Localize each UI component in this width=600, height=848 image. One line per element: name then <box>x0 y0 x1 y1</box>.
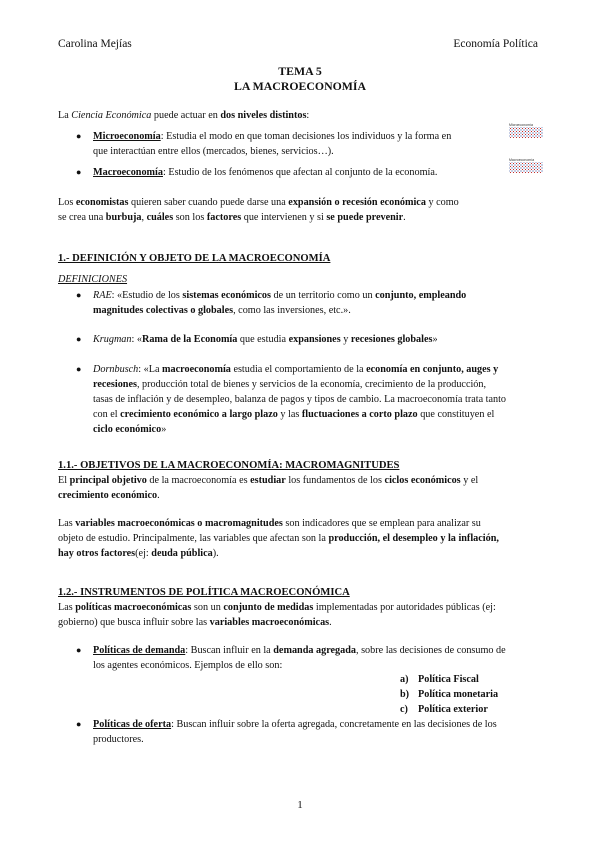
micro-thumbnail: Microeconomía <box>509 123 543 139</box>
page-subtitle: LA MACROECONOMÍA <box>233 79 367 93</box>
bullet-icon: ● <box>76 131 82 141</box>
page-title: TEMA 5 <box>278 64 322 78</box>
list-item: a) Política Fiscal <box>400 674 479 685</box>
bullet-icon: ● <box>76 364 82 374</box>
list-item-demand-policies: Políticas de demanda: Buscan influir en la demanda agregada, sobre las decisiones de consumo de los agentes económicos. Ejemplos de ello son: <box>93 645 506 671</box>
objectives-paragraph: El principal objetivo de la macroeconomía es estudiar los fundamentos de los ciclos económicos y el crecimiento económico. <box>58 475 479 501</box>
definition-krugman: Krugman: «Rama de la Economía que estudia expansiones y recesiones globales» <box>93 334 438 345</box>
list-item-macro: Macroeconomía: Estudio de los fenómenos que afectan al conjunto de la economía. <box>93 167 438 178</box>
section-1-1-heading: 1.1.- OBJETIVOS DE LA MACROECONOMÍA: MACROMAGNITUDES <box>58 460 400 471</box>
page-number: 1 <box>297 799 303 811</box>
header-subject: Economía Política <box>453 38 538 50</box>
bullet-icon: ● <box>76 645 82 655</box>
macromagnitudes-paragraph: Las variables macroeconómicas o macromagnitudes son indicadores que se emplean para analizar su objeto de estudio. Principalmente, las variables que afectan son la producción, el desempleo y la inflación, hay otros factores(ej: deuda pública). <box>58 518 499 559</box>
section-1-2-heading: 1.2.- INSTRUMENTOS DE POLÍTICA MACROECONÓMICA <box>58 587 350 598</box>
list-item: b) Política monetaria <box>400 689 499 700</box>
economists-paragraph: Los economistas quieren saber cuando puede darse una expansión o recesión económica y como se crea una burbuja, cuáles son los factores que intervienen y si se puede prevenir. <box>58 197 459 223</box>
intro-text: La Ciencia Económica puede actuar en dos niveles distintos: <box>58 110 310 121</box>
bullet-icon: ● <box>76 719 82 729</box>
definition-rae: RAE: «Estudio de los sistemas económicos de un territorio como un conjunto, empleando magnitudes colectivas o globales, como las inversiones, etc.». <box>93 290 467 316</box>
header-author: Carolina Mejías <box>58 38 132 50</box>
list-item-supply-policies: Políticas de oferta: Buscan influir sobre la oferta agregada, concretamente en las decisiones de los productores. <box>93 719 497 745</box>
list-item-micro: Microeconomía: Estudia el modo en que toman decisiones los individuos y la forma en que interactúan entre ellos (mercados, bienes, servicios…). <box>93 131 452 157</box>
definitions-label: DEFINICIONES <box>58 274 128 285</box>
list-item: c) Política exterior <box>400 704 488 715</box>
bullet-icon: ● <box>76 334 82 344</box>
definition-dornbusch: Dornbusch: «La macroeconomía estudia el comportamiento de la economía en conjunto, auges y recesiones, producción total de bienes y servicios de la economía, crecimiento de la producción, tasas de inflación y de desempleo, balanza de pagos y tipos de cambio. La macroeconomía trata tanto con el crecimiento económico a largo plazo y las fluctuaciones a corto plazo que constituyen el ciclo económico» <box>93 364 507 435</box>
policy-sublist <box>400 672 498 717</box>
policies-paragraph: Las políticas macroeconómicas son un conjunto de medidas implementadas por autoridades públicas (ej: gobierno) que busca influir sobre las variables macroeconómicas. <box>58 602 496 628</box>
section-1-heading: 1.- DEFINICIÓN Y OBJETO DE LA MACROECONOMÍA <box>58 253 331 264</box>
bullet-icon: ● <box>76 290 82 300</box>
macro-thumbnail: Macroeconomía <box>509 158 543 174</box>
bullet-icon: ● <box>76 167 82 177</box>
